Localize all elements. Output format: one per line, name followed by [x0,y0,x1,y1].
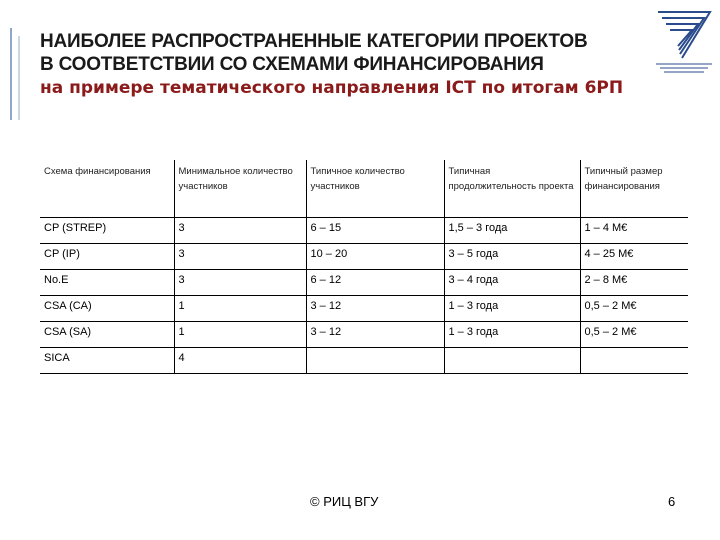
table-cell: 0,5 – 2 M€ [580,296,688,322]
table-cell: 6 – 15 [306,218,444,244]
table-header-row [40,160,688,218]
fp7-logo-icon [652,6,716,80]
footer-copyright: © РИЦ ВГУ [310,494,379,509]
table-cell: 1 – 4 M€ [580,218,688,244]
table-cell: 1 [174,296,306,322]
table-cell: 3 – 5 года [444,244,580,270]
header-cell: Минимальное количество участников [174,160,306,218]
table-cell: 3 [174,218,306,244]
subtitle: на примере тематического направления ICT по итогам 6РП [40,78,624,98]
table-cell: 1 – 3 года [444,322,580,348]
title-line-2: В СООТВЕТСТВИИ СО СХЕМАМИ ФИНАНСИРОВАНИЯ [40,54,544,75]
table-row [40,348,688,374]
table-cell: 3 – 12 [306,322,444,348]
table-cell: 3 [174,270,306,296]
table-cell: 3 [174,244,306,270]
table-cell: 3 – 4 года [444,270,580,296]
table-cell: 0,5 – 2 M€ [580,322,688,348]
table-cell: 2 – 8 M€ [580,270,688,296]
table-cell [580,348,688,374]
table-cell: 1 [174,322,306,348]
header-cell: Типичное количество участников [306,160,444,218]
table-row [40,244,688,270]
table-row [40,218,688,244]
table-cell: CP (IP) [40,244,174,270]
table-cell: CP (STREP) [40,218,174,244]
table-cell: SICA [40,348,174,374]
table-cell: 10 – 20 [306,244,444,270]
slide-title [40,30,660,99]
table-row [40,296,688,322]
funding-schemes-table [40,160,688,374]
header-cell: Типичная продолжительность проекта [444,160,580,218]
page-number: 6 [668,494,676,509]
table-cell: 4 – 25 M€ [580,244,688,270]
table-cell: 4 [174,348,306,374]
table-cell: CSA (CA) [40,296,174,322]
decorative-line [10,28,12,120]
table-row [40,322,688,348]
table-row [40,270,688,296]
table-cell [306,348,444,374]
table-cell: No.E [40,270,174,296]
table-cell: 6 – 12 [306,270,444,296]
table-cell: CSA (SA) [40,322,174,348]
title-line-1: НАИБОЛЕЕ РАСПРОСТРАНЕННЫЕ КАТЕГОРИИ ПРОЕКТОВ [40,31,588,52]
header-cell: Типичный размер финансирования [580,160,688,218]
table-cell [444,348,580,374]
table-cell: 1 – 3 года [444,296,580,322]
table-cell: 3 – 12 [306,296,444,322]
table-cell: 1,5 – 3 года [444,218,580,244]
decorative-line [18,36,20,120]
header-cell: Схема финансирования [40,160,174,218]
